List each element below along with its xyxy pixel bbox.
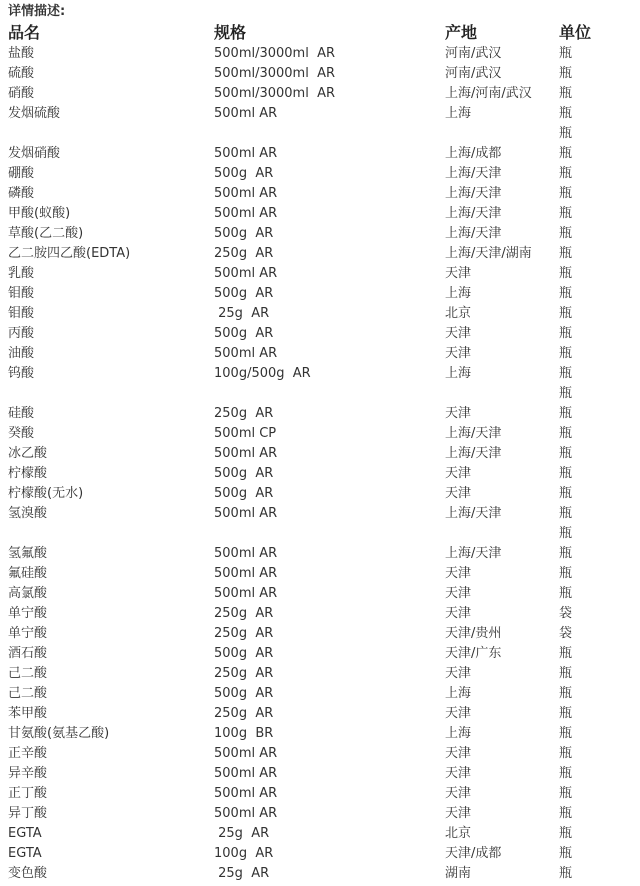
product-unit: 瓶 (559, 766, 573, 781)
product-name: 氢氟酸 (8, 546, 48, 561)
product-unit: 瓶 (559, 266, 573, 281)
product-name: 异辛酸 (8, 766, 48, 781)
product-origin: 天津 (445, 486, 472, 501)
product-origin (445, 124, 557, 144)
product-origin: 北京 (445, 826, 472, 841)
product-spec: 500ml/3000ml AR (214, 46, 336, 61)
product-origin: 天津 (445, 806, 472, 821)
table-row (0, 524, 640, 544)
product-unit: 瓶 (559, 846, 573, 861)
product-unit: 瓶 (559, 666, 573, 681)
table-row (0, 504, 640, 524)
product-origin: 上海/成都 (445, 146, 502, 161)
product-spec: 500ml AR (214, 546, 278, 561)
table-row (0, 844, 640, 864)
product-unit: 瓶 (559, 446, 573, 461)
product-name: 正辛酸 (8, 746, 48, 761)
product-spec: 500ml/3000ml AR (214, 86, 336, 101)
table-row (0, 604, 640, 624)
product-spec: 500ml AR (214, 566, 278, 581)
product-origin: 河南/武汉 (445, 66, 502, 81)
table-row (0, 584, 640, 604)
product-origin (445, 384, 557, 404)
table-row (0, 724, 640, 744)
product-origin: 天津 (445, 466, 472, 481)
product-origin: 上海/天津 (445, 506, 502, 521)
product-spec: 250g AR (214, 626, 274, 641)
table-row (0, 864, 640, 884)
product-spec: 25g AR (214, 306, 270, 321)
product-unit: 瓶 (559, 526, 573, 541)
header-unit: 单位 (559, 23, 592, 42)
product-name: 酒石酸 (8, 646, 48, 661)
product-origin: 天津 (445, 266, 472, 281)
product-unit: 瓶 (559, 306, 573, 321)
product-spec: 500ml AR (214, 446, 278, 461)
product-spec: 500ml AR (214, 266, 278, 281)
product-origin (445, 524, 557, 544)
product-name: 正丁酸 (8, 786, 48, 801)
product-unit: 瓶 (559, 806, 573, 821)
product-origin: 上海/天津 (445, 226, 502, 241)
product-unit: 瓶 (559, 86, 573, 101)
table-row (0, 664, 640, 684)
product-spec: 250g AR (214, 406, 274, 421)
product-origin: 天津 (445, 346, 472, 361)
product-origin: 天津 (445, 566, 472, 581)
table-row (0, 104, 640, 124)
product-name: 硫酸 (8, 66, 35, 81)
table-row (0, 184, 640, 204)
product-origin: 天津/成都 (445, 846, 502, 861)
product-spec: 500g AR (214, 326, 274, 341)
product-unit: 瓶 (559, 406, 573, 421)
product-unit: 瓶 (559, 786, 573, 801)
product-name: 丙酸 (8, 326, 35, 341)
product-name: 柠檬酸 (8, 466, 48, 481)
product-name: 发烟硫酸 (8, 106, 61, 121)
product-origin: 上海 (445, 686, 472, 701)
product-name: 磷酸 (8, 186, 35, 201)
product-origin: 上海/天津 (445, 446, 502, 461)
table-row (0, 124, 640, 144)
table-header (0, 22, 640, 44)
table-row (0, 64, 640, 84)
header-name: 品名 (8, 23, 41, 42)
product-name: 单宁酸 (8, 626, 48, 641)
product-name: 己二酸 (8, 686, 48, 701)
table-row (0, 284, 640, 304)
product-unit: 瓶 (559, 366, 573, 381)
table-row (0, 564, 640, 584)
product-origin: 天津/贵州 (445, 626, 502, 641)
table-row (0, 464, 640, 484)
product-unit: 袋 (559, 626, 573, 641)
product-unit: 瓶 (559, 466, 573, 481)
table-row (0, 644, 640, 664)
product-spec: 250g AR (214, 246, 274, 261)
product-spec: 100g AR (214, 846, 274, 861)
product-unit: 瓶 (559, 246, 573, 261)
product-name: 硅酸 (8, 406, 35, 421)
table-row (0, 424, 640, 444)
product-unit: 瓶 (559, 486, 573, 501)
product-name: 乳酸 (8, 266, 35, 281)
product-origin: 上海 (445, 366, 472, 381)
product-name: 钼酸 (8, 286, 35, 301)
product-name: EGTA (8, 826, 42, 841)
product-spec: 100g/500g AR (214, 366, 311, 381)
description-label: 详情描述: (8, 4, 66, 19)
product-name: 高氯酸 (8, 586, 48, 601)
product-spec: 500ml AR (214, 106, 278, 121)
product-spec: 500ml AR (214, 586, 278, 601)
product-spec (214, 524, 440, 544)
table-row (0, 804, 640, 824)
product-name: 甘氨酸(氨基乙酸) (8, 726, 110, 741)
table-row (0, 544, 640, 564)
product-spec: 500g AR (214, 286, 274, 301)
table-row (0, 244, 640, 264)
product-unit: 瓶 (559, 866, 573, 881)
table-row (0, 744, 640, 764)
product-unit: 瓶 (559, 586, 573, 601)
product-unit: 瓶 (559, 566, 573, 581)
product-name (8, 524, 208, 544)
product-unit: 瓶 (559, 826, 573, 841)
product-spec: 500g AR (214, 486, 274, 501)
header-origin: 产地 (445, 23, 478, 42)
product-origin: 天津 (445, 586, 472, 601)
product-name: 油酸 (8, 346, 35, 361)
product-name: 单宁酸 (8, 606, 48, 621)
product-origin: 河南/武汉 (445, 46, 502, 61)
product-unit: 瓶 (559, 386, 573, 401)
product-origin: 上海/天津 (445, 546, 502, 561)
table-row (0, 824, 640, 844)
table-row (0, 624, 640, 644)
product-name: 硼酸 (8, 166, 35, 181)
product-spec: 500ml/3000ml AR (214, 66, 336, 81)
product-unit: 瓶 (559, 146, 573, 161)
product-spec: 500ml AR (214, 186, 278, 201)
product-name: 柠檬酸(无水) (8, 486, 84, 501)
product-origin: 上海 (445, 726, 472, 741)
product-spec: 500g AR (214, 646, 274, 661)
product-spec: 250g AR (214, 606, 274, 621)
product-name: 异丁酸 (8, 806, 48, 821)
product-origin: 天津 (445, 406, 472, 421)
product-name: 氟硅酸 (8, 566, 48, 581)
product-spec: 500ml AR (214, 506, 278, 521)
table-row (0, 164, 640, 184)
table-row (0, 304, 640, 324)
product-unit: 瓶 (559, 226, 573, 241)
table-row (0, 704, 640, 724)
product-origin: 天津 (445, 746, 472, 761)
product-name: 癸酸 (8, 426, 35, 441)
product-origin: 上海 (445, 106, 472, 121)
product-origin: 上海/天津/湖南 (445, 246, 532, 261)
product-unit: 瓶 (559, 706, 573, 721)
product-name: 氢溴酸 (8, 506, 48, 521)
product-unit: 瓶 (559, 286, 573, 301)
product-spec: 250g AR (214, 666, 274, 681)
product-origin: 天津 (445, 666, 472, 681)
product-spec: 500ml AR (214, 146, 278, 161)
product-unit: 瓶 (559, 546, 573, 561)
product-unit: 瓶 (559, 126, 573, 141)
product-origin: 天津 (445, 766, 472, 781)
product-name: 苯甲酸 (8, 706, 48, 721)
product-origin: 湖南 (445, 866, 472, 881)
product-origin: 天津/广东 (445, 646, 502, 661)
product-spec: 500g AR (214, 166, 274, 181)
product-name (8, 124, 208, 144)
table-row (0, 144, 640, 164)
table-row (0, 204, 640, 224)
product-unit: 瓶 (559, 326, 573, 341)
product-origin: 天津 (445, 606, 472, 621)
product-name: 乙二胺四乙酸(EDTA) (8, 246, 131, 261)
product-origin: 北京 (445, 306, 472, 321)
product-origin: 天津 (445, 786, 472, 801)
table-row (0, 224, 640, 244)
product-spec: 500g AR (214, 686, 274, 701)
product-spec (214, 384, 440, 404)
product-unit: 瓶 (559, 686, 573, 701)
table-row (0, 264, 640, 284)
product-unit: 袋 (559, 606, 573, 621)
product-name (8, 384, 208, 404)
table-row (0, 404, 640, 424)
product-spec: 250g AR (214, 706, 274, 721)
product-unit: 瓶 (559, 346, 573, 361)
product-name: 钼酸 (8, 306, 35, 321)
product-name: 冰乙酸 (8, 446, 48, 461)
product-unit: 瓶 (559, 646, 573, 661)
table-row (0, 364, 640, 384)
product-spec: 500ml AR (214, 746, 278, 761)
product-unit: 瓶 (559, 106, 573, 121)
product-origin: 上海/天津 (445, 166, 502, 181)
table-row (0, 324, 640, 344)
product-spec: 500ml AR (214, 346, 278, 361)
table-row (0, 44, 640, 64)
product-spec: 25g AR (214, 826, 270, 841)
product-name: EGTA (8, 846, 42, 861)
product-name: 钨酸 (8, 366, 35, 381)
product-spec: 500ml AR (214, 806, 278, 821)
product-spec: 500ml AR (214, 766, 278, 781)
table-row (0, 784, 640, 804)
product-name: 草酸(乙二酸) (8, 226, 84, 241)
product-unit: 瓶 (559, 46, 573, 61)
product-origin: 上海/天津 (445, 186, 502, 201)
product-origin: 上海/天津 (445, 206, 502, 221)
product-name: 发烟硝酸 (8, 146, 61, 161)
product-origin: 上海 (445, 286, 472, 301)
product-name: 甲酸(蚁酸) (8, 206, 71, 221)
product-spec: 500ml AR (214, 206, 278, 221)
header-spec: 规格 (214, 23, 247, 42)
product-spec: 25g AR (214, 866, 270, 881)
product-origin: 天津 (445, 706, 472, 721)
product-spec: 100g BR (214, 726, 274, 741)
product-unit: 瓶 (559, 206, 573, 221)
product-unit: 瓶 (559, 426, 573, 441)
table-row (0, 444, 640, 464)
product-unit: 瓶 (559, 66, 573, 81)
product-unit: 瓶 (559, 506, 573, 521)
product-origin: 天津 (445, 326, 472, 341)
table-row (0, 684, 640, 704)
product-name: 己二酸 (8, 666, 48, 681)
table-row (0, 484, 640, 504)
product-origin: 上海/天津 (445, 426, 502, 441)
table-row (0, 764, 640, 784)
product-spec: 500g AR (214, 466, 274, 481)
product-name: 硝酸 (8, 86, 35, 101)
product-spec: 500ml CP (214, 426, 277, 441)
product-name: 盐酸 (8, 46, 35, 61)
product-spec: 500g AR (214, 226, 274, 241)
table-row (0, 344, 640, 364)
table-row (0, 84, 640, 104)
product-origin: 上海/河南/武汉 (445, 86, 532, 101)
product-unit: 瓶 (559, 726, 573, 741)
product-spec (214, 124, 440, 144)
product-name: 变色酸 (8, 866, 48, 881)
product-table (0, 44, 640, 884)
product-unit: 瓶 (559, 186, 573, 201)
product-spec: 500ml AR (214, 786, 278, 801)
table-row (0, 384, 640, 404)
product-unit: 瓶 (559, 746, 573, 761)
product-unit: 瓶 (559, 166, 573, 181)
